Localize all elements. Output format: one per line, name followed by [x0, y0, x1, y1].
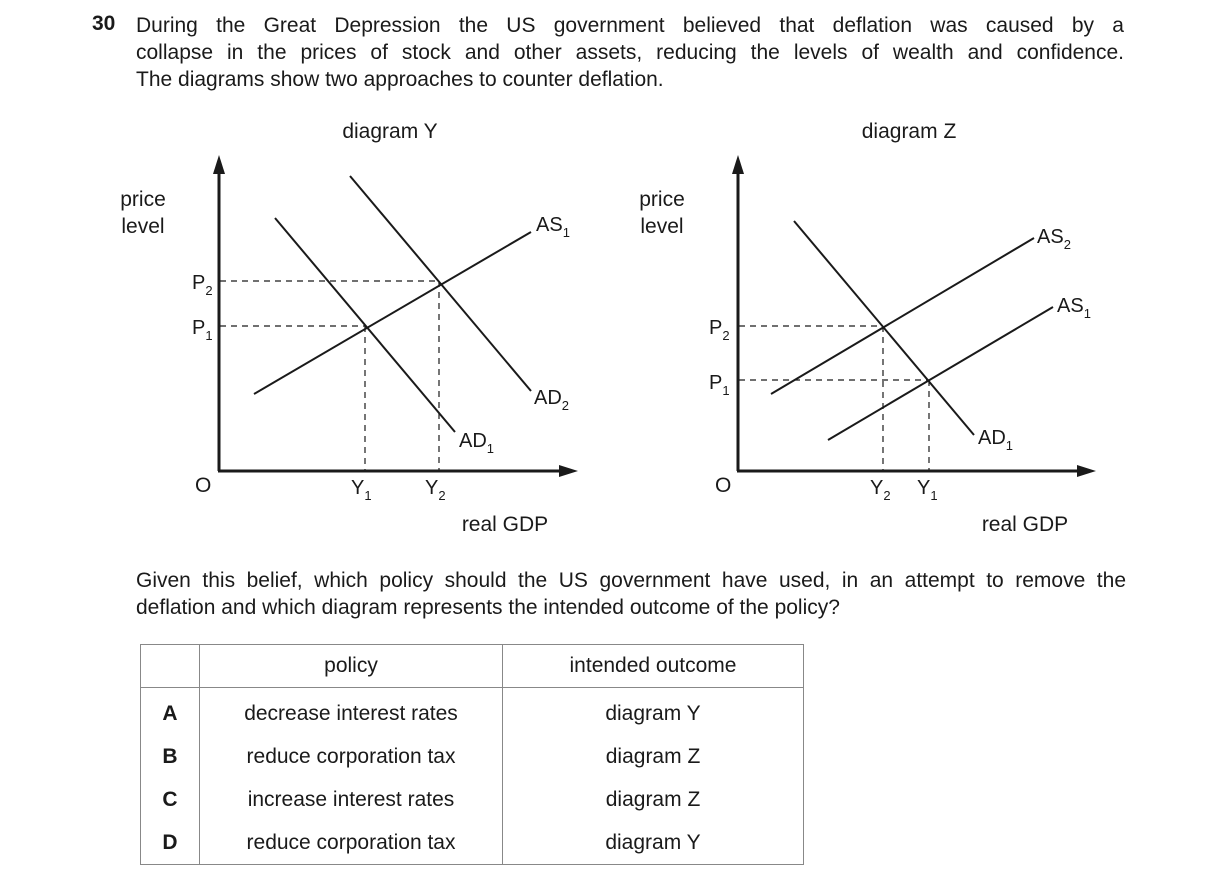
option-letter: D	[141, 821, 200, 865]
table-header-outcome: intended outcome	[503, 645, 804, 688]
option-outcome: diagram Y	[503, 821, 804, 865]
prompt-line: deflation and which diagram represents the intended outcome of the policy?	[136, 596, 840, 619]
as1-label: $AS_1$	[1057, 295, 1091, 321]
as1-label: $AS_1$	[536, 214, 570, 240]
y-axis-arrow	[732, 155, 744, 174]
as2-label: $AS_2$	[1037, 226, 1071, 252]
table-header-policy: policy	[200, 645, 503, 688]
option-policy: reduce corporation tax	[200, 821, 503, 865]
prompt-text	[136, 567, 1126, 621]
diagram-z-title: diagram Z	[861, 120, 957, 143]
ad1-label: $AD_1$	[978, 427, 1014, 453]
y-axis-label: price	[120, 188, 166, 211]
option-letter: B	[141, 735, 200, 778]
p2-label: $P_2$	[192, 272, 213, 298]
as1-curve	[828, 307, 1053, 440]
ad1-curve	[794, 221, 974, 435]
ad1-curve	[275, 218, 455, 432]
y2-label: $Y_2$	[425, 477, 446, 503]
question-number: 30	[92, 12, 116, 35]
ad1-label: $AD_1$	[459, 430, 495, 456]
y1-label: $Y_1$	[351, 477, 372, 503]
option-policy: decrease interest rates	[200, 688, 503, 736]
y-axis-label: price	[639, 188, 685, 211]
diagram-y-title: diagram Y	[342, 120, 438, 143]
option-row-a[interactable]	[141, 688, 804, 736]
origin-label: O	[715, 474, 732, 497]
option-outcome: diagram Z	[503, 735, 804, 778]
option-letter: A	[141, 688, 200, 736]
diagram-y	[120, 120, 578, 536]
question-line: The diagrams show two approaches to counter deflation.	[136, 68, 664, 91]
option-row-c[interactable]	[141, 778, 804, 821]
ad2-label: $AD_2$	[534, 387, 570, 413]
x-axis-label: real GDP	[981, 513, 1069, 536]
x-axis-label: real GDP	[461, 513, 549, 536]
y1-label: $Y_1$	[917, 477, 938, 503]
y-axis-label: level	[121, 215, 165, 238]
diagram-z	[639, 120, 1096, 536]
y-axis-arrow	[213, 155, 225, 174]
option-policy: increase interest rates	[200, 778, 503, 821]
origin-label: O	[195, 474, 212, 497]
question-line: collapse in the prices of stock and other assets, reducing the levels of wealth and confidence.	[136, 41, 1124, 64]
as2-curve	[771, 238, 1034, 394]
option-row-d[interactable]	[141, 821, 804, 865]
as1-curve	[254, 232, 531, 394]
option-letter: C	[141, 778, 200, 821]
p2-label: $P_2$	[709, 317, 730, 343]
p1-label: $P_1$	[709, 372, 730, 398]
table-header-row	[141, 645, 804, 688]
option-row-b[interactable]	[141, 735, 804, 778]
x-axis-arrow	[559, 465, 578, 477]
option-outcome: diagram Z	[503, 778, 804, 821]
prompt-line: Given this belief, which policy should the US government have used, in an attempt to remove the	[136, 569, 1126, 592]
options-table	[140, 644, 804, 865]
x-axis-arrow	[1077, 465, 1096, 477]
y-axis-label: level	[640, 215, 684, 238]
ad2-curve	[350, 176, 531, 391]
p1-label: $P_1$	[192, 317, 213, 343]
question-line: During the Great Depression the US government believed that deflation was caused by a	[136, 14, 1124, 37]
option-outcome: diagram Y	[503, 688, 804, 736]
table-header-letter	[141, 645, 200, 688]
y2-label: $Y_2$	[870, 477, 891, 503]
option-policy: reduce corporation tax	[200, 735, 503, 778]
